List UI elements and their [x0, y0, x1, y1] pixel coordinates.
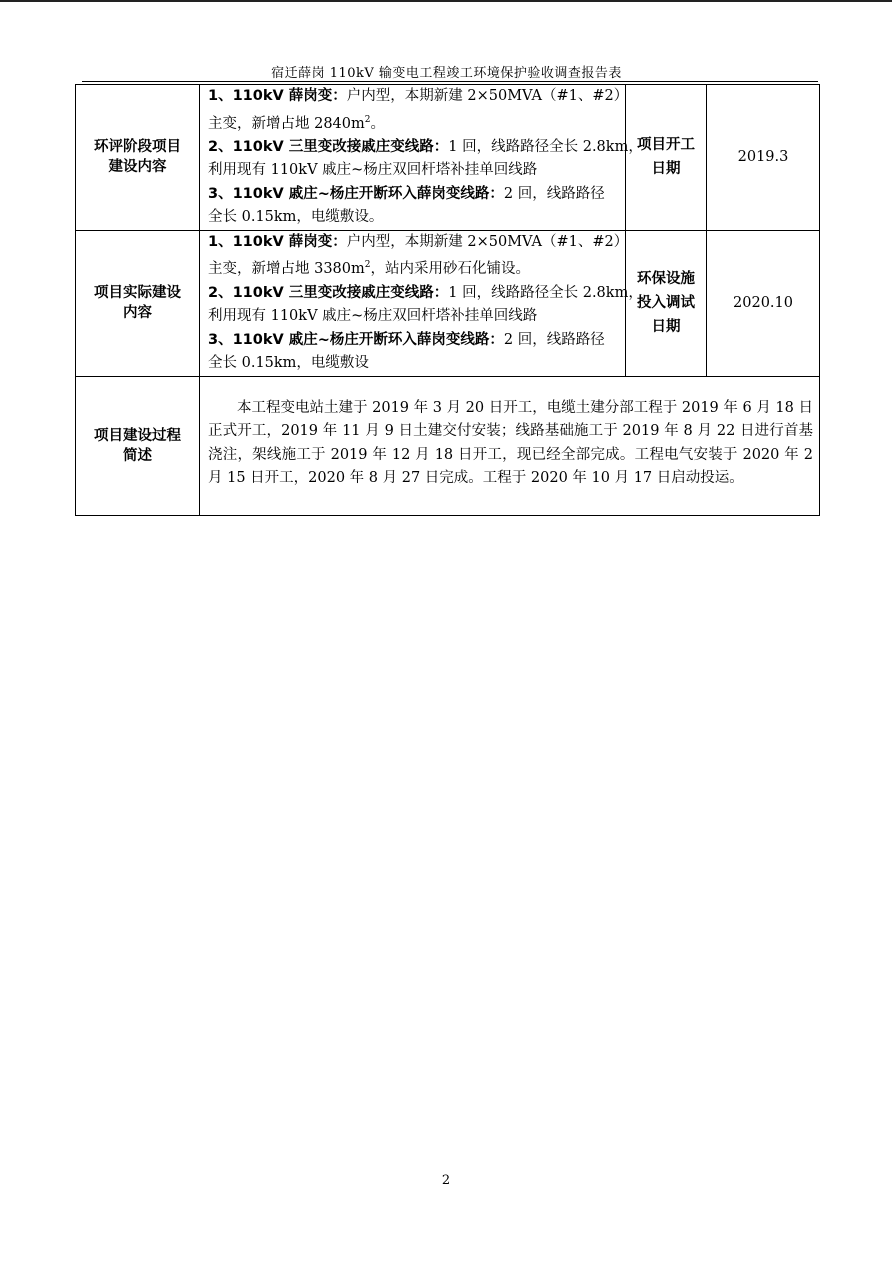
- actual-item-3-line2: 全长 0.15km，电缆敷设: [208, 355, 369, 372]
- eia-item-3-line1: 3、110kV 戚庄~杨庄开断环入薛岗变线路：2 回，线路路径: [208, 185, 605, 202]
- construction-process-text: 本工程变电站土建于 2019 年 3 月 20 日开工，电缆土建分部工程于 2019 年 6 月 18 日正式开工，2019 年 11 月 9 日土建交付安装；线路基础施工于 2019 年 8 月 22 日进行首基浇注，架线施工于 2019 年 12 月 18 日开工，现已经全部完成。工程电气安装于 2020 年 2 月 15 日开工，2020 年 8 月 27 日完成。工程于 2020 年 10 月 17 日启动投运。: [200, 376, 820, 515]
- page-top-border: [0, 0, 892, 2]
- page-header-title: 宿迁薛岗 110kV 输变电工程竣工环境保护验收调查报告表: [271, 66, 622, 81]
- eia-item-3-line2: 全长 0.15km，电缆敷设。: [208, 209, 384, 226]
- header-rule: [82, 81, 818, 82]
- commissioning-date-label: 环保设施 投入调试 日期: [626, 230, 707, 376]
- eia-stage-label: 环评阶段项目 建设内容: [76, 85, 200, 231]
- commissioning-date-value: 2020.10: [707, 230, 820, 376]
- eia-item-1-line1: 1、110kV 薛岗变：户内型，本期新建 2×50MVA（#1、#2）: [208, 88, 629, 104]
- actual-item-1-line1: 1、110kV 薛岗变：户内型，本期新建 2×50MVA（#1、#2）: [208, 233, 629, 250]
- eia-item-1-line2: 主变，新增占地 $2840m^2$。: [208, 114, 385, 132]
- actual-item-2-line2: 利用现有 110kV 戚庄~杨庄双回杆塔补挂单回线路: [208, 308, 538, 325]
- eia-stage-row: [76, 85, 820, 231]
- actual-construction-content: [200, 230, 643, 376]
- actual-item-3-line1: 3、110kV 戚庄~杨庄开断环入薛岗变线路：2 回，线路路径: [208, 331, 605, 348]
- eia-item-2-line1: 2、110kV 三里变改接戚庄变线路：1 回，线路路径全长 2.8km，: [208, 138, 643, 155]
- eia-stage-content: [200, 85, 643, 231]
- start-date-value: 2019.3: [707, 85, 820, 231]
- report-table: [75, 84, 820, 516]
- construction-process-label: 项目建设过程 简述: [76, 376, 200, 515]
- eia-item-2-line2: 利用现有 110kV 戚庄~杨庄双回杆塔补挂单回线路: [208, 162, 538, 179]
- actual-construction-label: 项目实际建设 内容: [76, 230, 200, 376]
- actual-construction-row: [76, 230, 820, 376]
- construction-process-row: [76, 376, 820, 515]
- actual-item-1-line2: 主变，新增占地 $3380m^2$，站内采用砂石化铺设。: [208, 260, 530, 278]
- page-number: 2: [441, 1173, 451, 1188]
- start-date-label: 项目开工 日期: [626, 85, 707, 231]
- actual-item-2-line1: 2、110kV 三里变改接戚庄变线路：1 回，线路路径全长 2.8km，: [208, 284, 643, 301]
